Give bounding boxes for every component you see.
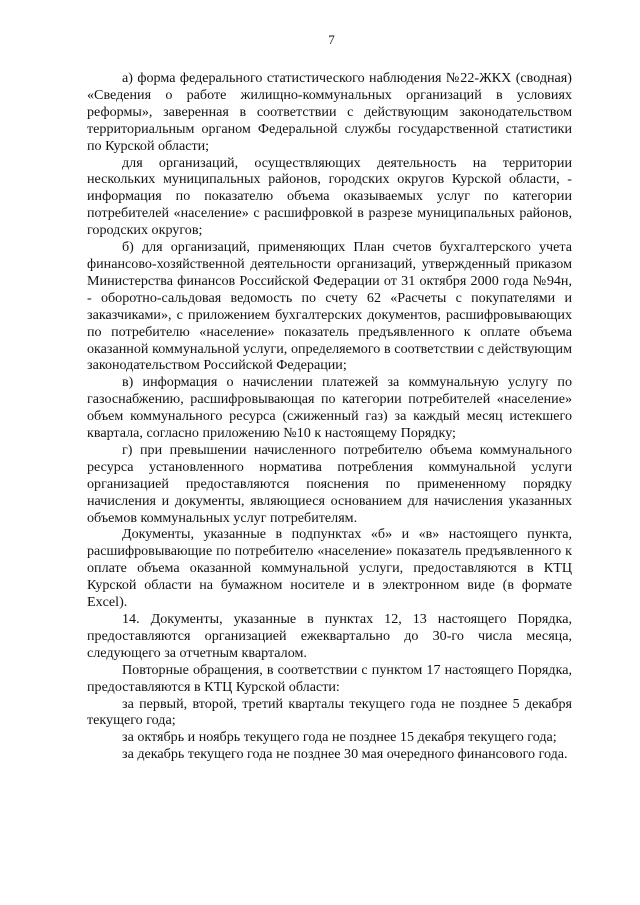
paragraph-v-gas-supply: в) информация о начислении платежей за коммунальную услугу по газоснабжению, расшифровывающая по категории потребителей «население» объем коммунального ресурса (сжиженный газ) за каждый месяц истекшего квартала, согласно приложению №10 к настоящему Порядку; xyxy=(87,374,572,442)
paragraph-deadline-quarters: за первый, второй, третий кварталы текущего года не позднее 5 декабря текущего года; xyxy=(87,695,572,729)
paragraph-b-accounting-plan: б) для организаций, применяющих План счетов бухгалтерского учета финансово-хозяйственной деятельности организаций, утвержденный приказом Министерства финансов Российской Федерации от 31 октября 2000 года №94н, - оборотно-сальдовая ведомость по счету 62 «Расчеты с покупателями и заказчиками», с приложением бухгалтерских документов, расшифровывающих по потребителю «население» показатель предъявленного к оплате объема оказанной коммунальной услуги, определяемого в соответствии с действующим законодательством Российской Федерации; xyxy=(87,239,572,374)
paragraph-g-excess-consumption: г) при превышении начисленного потребителю объема коммунального ресурса установленного норматива потребления коммунальной услуги организацией предоставляются пояснения по примененному порядку начисления и документы, являющиеся основанием для начисления указанных объемов коммунальных услуг потребителям. xyxy=(87,441,572,526)
paragraph-deadline-december: за декабрь текущего года не позднее 30 мая очередного финансового года. xyxy=(122,746,568,763)
paragraph-repeat-requests: Повторные обращения, в соответствии с пунктом 17 настоящего Порядка, предоставляются в КТЦ Курской области: xyxy=(87,661,572,695)
paragraph-14-quarterly: 14. Документы, указанные в пунктах 12, 13 настоящего Порядка, предоставляются организацией ежеквартально до 30-го числа месяца, следующего за отчетным кварталом. xyxy=(87,611,572,661)
page-number: 7 xyxy=(328,32,335,47)
paragraph-a-form-22-zhkh: а) форма федерального статистического наблюдения №22-ЖКХ (сводная) «Сведения о работе жилищно-коммунальных организаций в условиях реформы», заверенная в соответствии с действующим законодательством территориальным органом Федеральной службы государственной статистики по Курской области; xyxy=(87,70,572,154)
paragraph-deadline-oct-nov: за октябрь и ноябрь текущего года не позднее 15 декабря текущего года; xyxy=(122,729,557,746)
paragraph-documents-b-v: Документы, указанные в подпунктах «б» и «в» настоящего пункта, расшифровывающие по потребителю «население» показатель предъявленного к оплате объема оказанной коммунальной услуги, предоставляются в КТЦ Курской области на бумажном носителе и в электронном виде (в формате Excel). xyxy=(87,526,572,611)
paragraph-multi-district-orgs: для организаций, осуществляющих деятельность на территории нескольких муниципальных районов, городских округов Курской области, - информация по показателю объема оказываемых услуг по категории потребителей «население» с расшифровкой в разрезе муниципальных районов, городских округов; xyxy=(87,154,572,239)
